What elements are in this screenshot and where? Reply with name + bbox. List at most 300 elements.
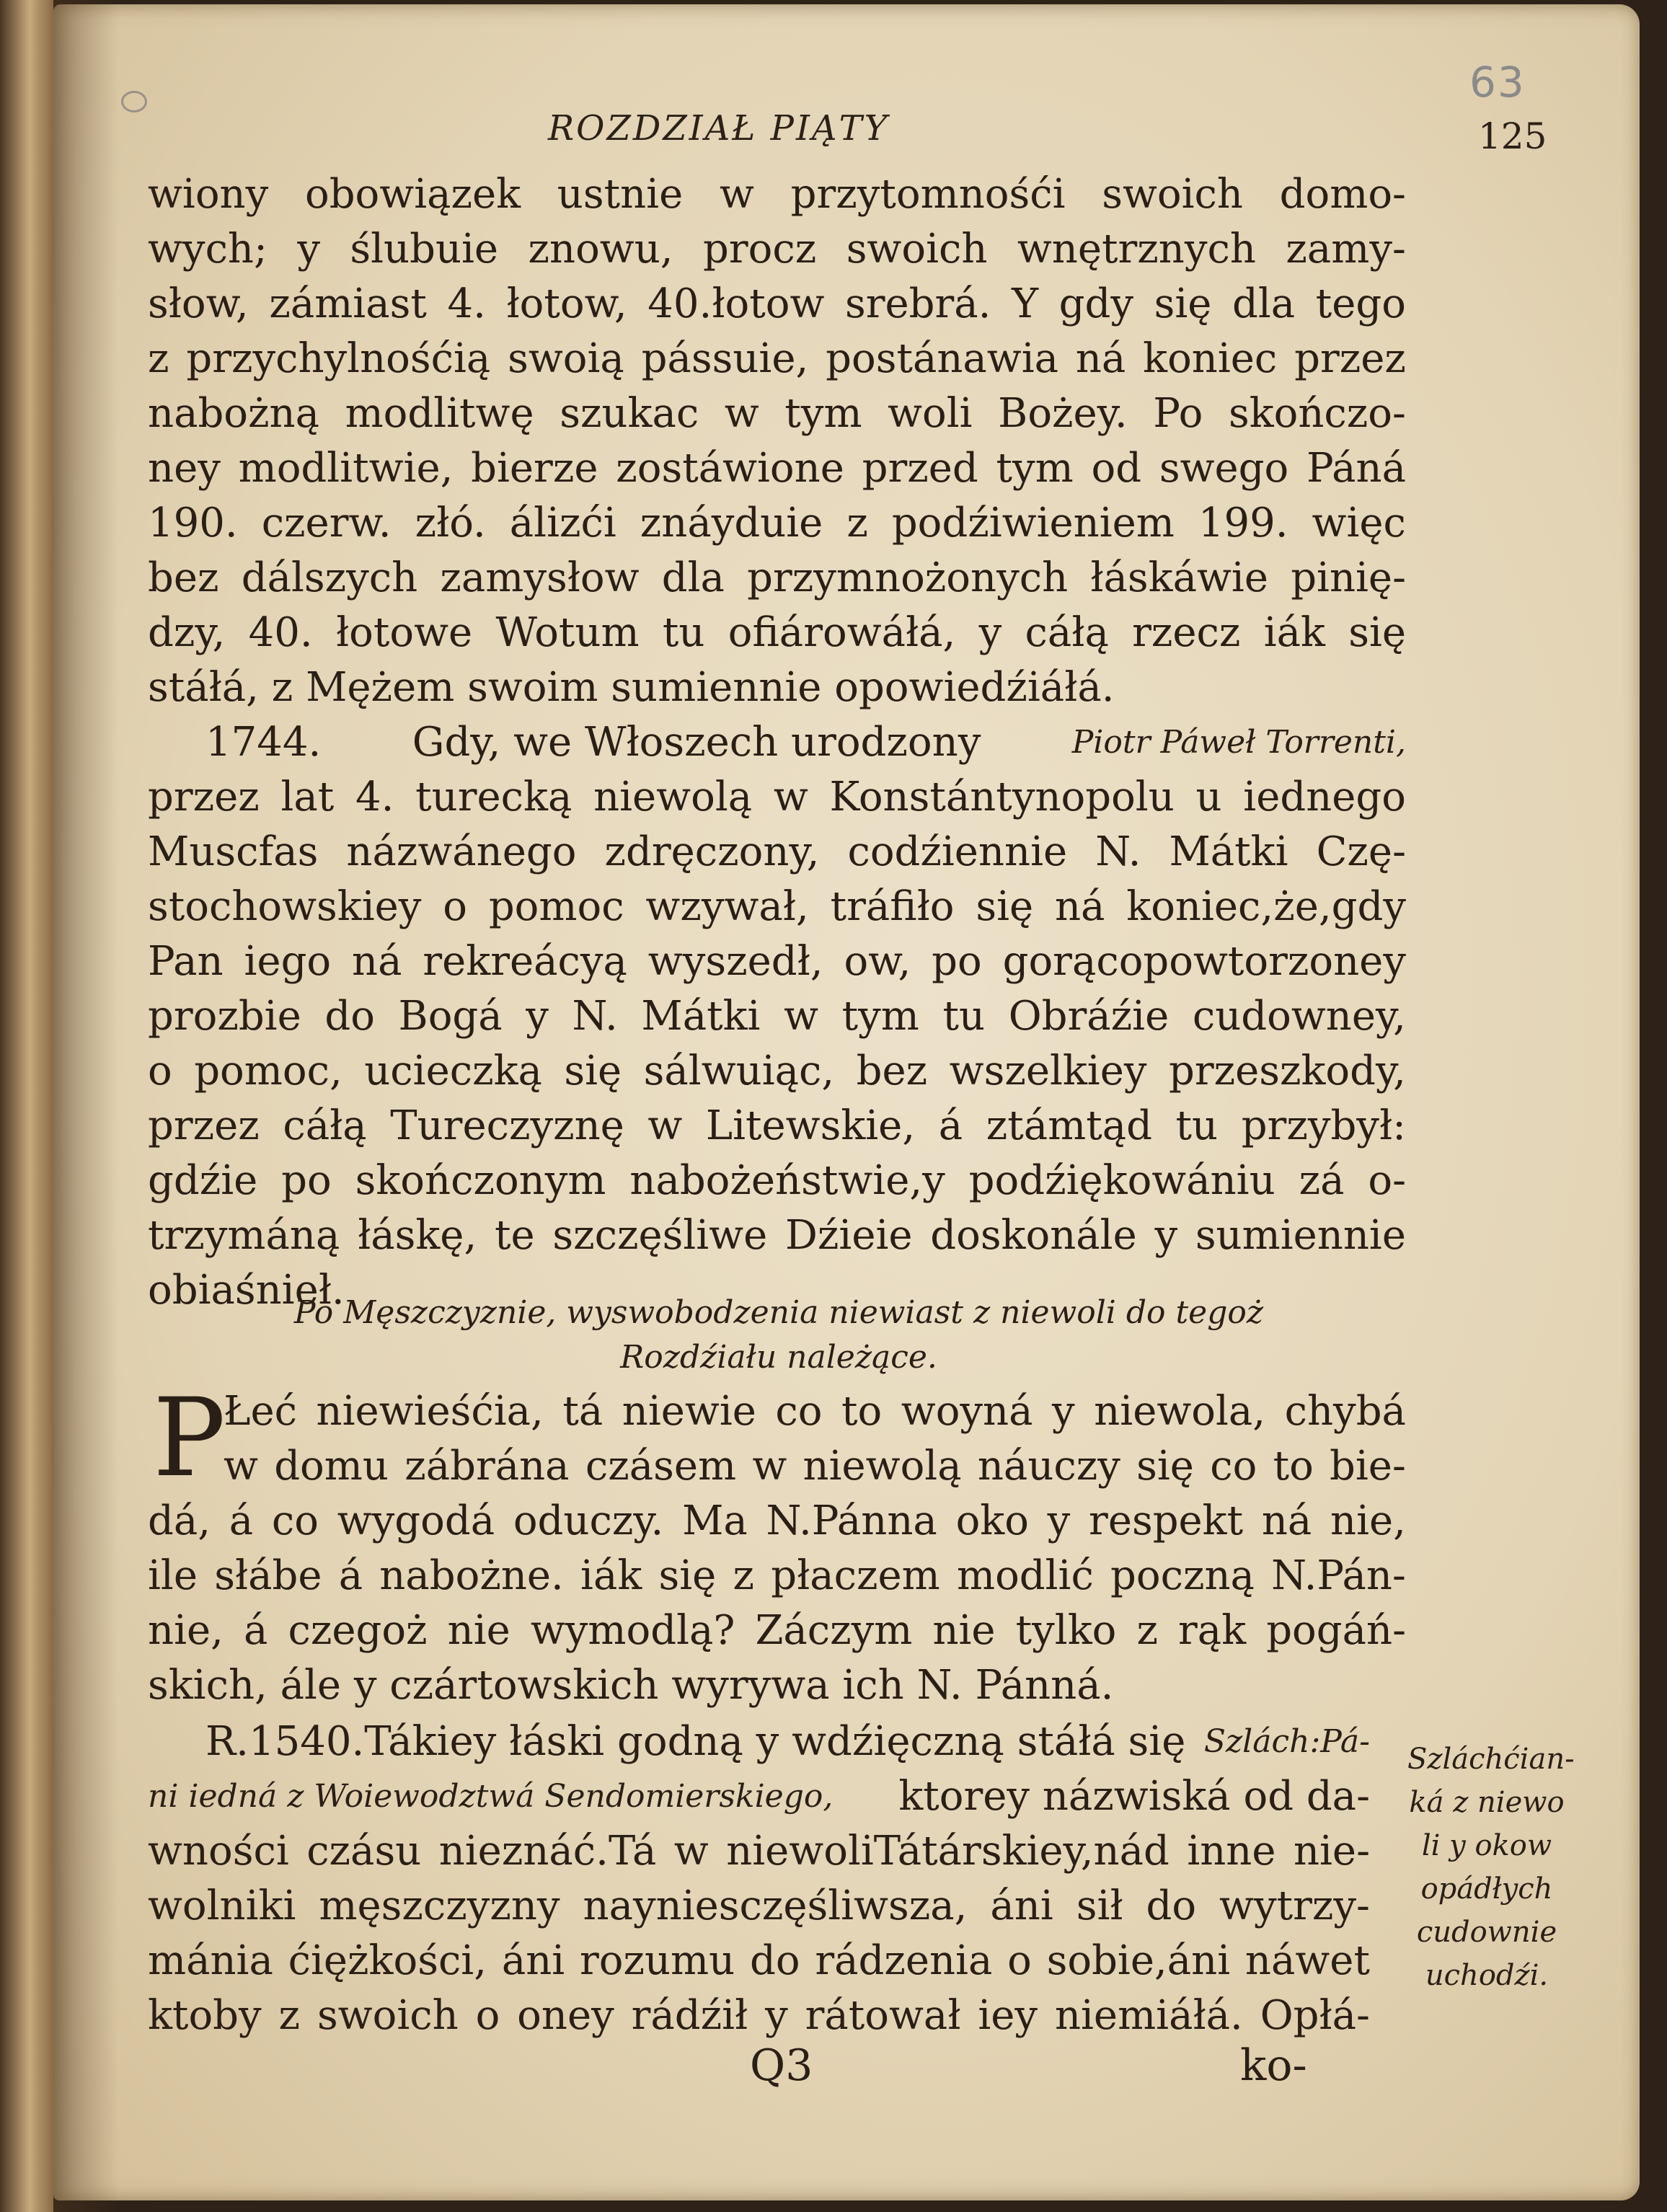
word: Opłá-: [1260, 1992, 1370, 2039]
word: y: [1052, 1388, 1075, 1435]
word: się: [658, 1552, 717, 1599]
word: Páná: [1306, 445, 1406, 492]
word: przez: [148, 774, 260, 820]
word: mánia: [148, 1937, 273, 1984]
word: ktoby: [148, 1992, 262, 2039]
word: niewoliTátárskiey,nád: [726, 1828, 1169, 1875]
word: tylko: [1015, 1607, 1117, 1654]
catchword: ko-: [1240, 2040, 1307, 2091]
word: Mátki: [1169, 828, 1288, 875]
word: ofiárowáłá,: [728, 609, 956, 656]
word: czegoż: [288, 1607, 428, 1654]
text-line: [148, 770, 1406, 825]
word: woyná: [901, 1388, 1033, 1435]
word: woli: [888, 390, 973, 437]
word: y: [1154, 1212, 1178, 1259]
word: z: [733, 1552, 755, 1599]
word: wszelkiey: [949, 1048, 1147, 1094]
word: szczęśliwe: [552, 1212, 768, 1259]
word: Pan: [148, 938, 224, 985]
word: wytrzy-: [1219, 1883, 1370, 1929]
margin-note: [1407, 1738, 1575, 1997]
word: nie: [932, 1607, 996, 1654]
word: przytomnośći: [790, 171, 1066, 218]
word: gdźie: [148, 1157, 258, 1204]
word: nabożeństwie,y: [629, 1157, 945, 1204]
text-line: [148, 1988, 1370, 2043]
text-line: [148, 606, 1406, 660]
word: przez: [148, 1102, 260, 1149]
word: się: [1136, 1443, 1194, 1490]
word: się: [564, 1048, 622, 1094]
word: przychylnośćią: [186, 335, 491, 382]
word: podźiękowániu: [968, 1157, 1275, 1204]
text-line: [148, 880, 1406, 934]
text-line: [148, 825, 1406, 880]
previous-page-edge: [0, 0, 53, 2212]
text-line: stáłá, z Mężem swoim sumiennie opowiedźiáłá.: [148, 664, 1115, 711]
word: bez: [148, 554, 219, 601]
word: Muscfas: [148, 828, 319, 875]
margin-note-line: uchodźi.: [1425, 1959, 1549, 1992]
word: swoią: [508, 335, 624, 382]
word: iák: [580, 1552, 642, 1599]
word: u: [1195, 774, 1222, 820]
text-line: [148, 1044, 1406, 1099]
pencil-circle-mark: [121, 91, 147, 112]
word: się: [1348, 609, 1406, 656]
text-line: 1744. Gdy, we Włoszech urodzony Piotr Páweł Torrenti,: [148, 715, 1406, 770]
word: bie-: [1330, 1443, 1406, 1490]
word: dzy,: [148, 609, 226, 656]
word: sił: [1076, 1883, 1123, 1929]
word: skończonym: [355, 1157, 606, 1204]
word: modlić: [956, 1552, 1094, 1599]
word: niewieśćia,: [316, 1388, 544, 1435]
word: názwánego: [346, 828, 577, 875]
margin-note-line: cudownie: [1416, 1916, 1557, 1949]
word: swego: [1159, 445, 1289, 492]
year-marker: 1744.: [205, 719, 322, 766]
word: po: [932, 938, 982, 985]
word: ná: [1054, 883, 1105, 930]
text-line: [148, 1494, 1406, 1549]
word: codźiennie: [847, 828, 1068, 875]
text-line: [148, 496, 1406, 551]
word: náwet: [1244, 1937, 1370, 1984]
word: znowu,: [528, 226, 673, 273]
word: ile: [148, 1552, 198, 1599]
word: łáskáwie: [1090, 554, 1268, 601]
word: Y: [1012, 280, 1039, 327]
word: á: [338, 1552, 363, 1599]
word: náuczy: [977, 1443, 1120, 1490]
word: podźiwieniem: [891, 500, 1175, 547]
section-heading-line: Rozdźiału należące.: [620, 1339, 937, 1376]
margin-note-line: li y okow: [1421, 1829, 1552, 1862]
word: o: [475, 1992, 500, 2039]
word: wolniki: [148, 1883, 296, 1929]
word: w: [719, 171, 754, 218]
word: swoich: [1102, 171, 1243, 218]
word: złó.: [415, 500, 486, 547]
text-line: [148, 1099, 1406, 1154]
drop-cap-letter: P: [153, 1376, 226, 1501]
paragraph-1: [148, 167, 1406, 715]
word: Bożey.: [998, 390, 1128, 437]
word: N.: [1095, 828, 1141, 875]
word: swoich: [846, 226, 988, 273]
word: ustnie: [557, 171, 684, 218]
word: dla: [1232, 280, 1296, 327]
word: y: [765, 1992, 788, 2039]
word: czerw.: [261, 500, 392, 547]
word: co: [1210, 1443, 1257, 1490]
word: skończo-: [1228, 390, 1406, 437]
word: tym: [784, 390, 862, 437]
word: w: [673, 1828, 709, 1875]
text-line: [148, 551, 1406, 606]
word: nabożną: [148, 390, 319, 437]
word: doskonále: [930, 1212, 1137, 1259]
word: się: [976, 883, 1034, 930]
word: srebrá.: [845, 280, 991, 327]
word: domo-: [1279, 171, 1406, 218]
word: Dźieie: [785, 1212, 913, 1259]
word: pomoc: [488, 883, 624, 930]
section-heading: [144, 1291, 1413, 1380]
word: przymnożonych: [747, 554, 1069, 601]
word: słábe: [214, 1552, 322, 1599]
word: sálwuiąc,: [643, 1048, 835, 1094]
word: wymodlą?: [530, 1607, 735, 1654]
word: 4.: [447, 280, 486, 327]
italic-phrase: ni iedná z Woiewodztwá Sendomierskiego,: [148, 1778, 834, 1815]
word: w: [773, 774, 808, 820]
text-line: [148, 934, 1406, 989]
word: oduczy.: [513, 1497, 664, 1544]
word: á: [938, 1102, 963, 1149]
word: 199.: [1198, 500, 1288, 547]
paragraph-4: [148, 1715, 1370, 2043]
page-number: 125: [1478, 115, 1547, 157]
word: po: [281, 1157, 332, 1204]
word: y: [1047, 1497, 1071, 1544]
word: ćiężkości,: [288, 1937, 487, 1984]
word: znáyduie: [640, 500, 823, 547]
word: cáłą: [1025, 609, 1109, 656]
paragraph-2: [148, 715, 1406, 1318]
word: N.: [572, 993, 618, 1040]
word: nie,: [148, 1607, 224, 1654]
word: co: [775, 1388, 823, 1435]
word: dálszych: [241, 554, 418, 601]
word: pinię-: [1291, 554, 1406, 601]
text-line: [148, 386, 1406, 441]
word: z: [148, 335, 169, 382]
word: łotow,: [506, 280, 627, 327]
word: postánawia: [826, 335, 1059, 382]
word: ná: [1261, 1497, 1312, 1544]
word: 190.: [148, 500, 238, 547]
text-line: [148, 1824, 1370, 1879]
word: tym: [841, 993, 919, 1040]
word: słow,: [148, 280, 249, 327]
word: rąk: [1178, 1607, 1247, 1654]
word: z: [846, 500, 868, 547]
word: niewolą: [593, 774, 753, 820]
word: áni: [990, 1883, 1053, 1929]
word: rzecz: [1132, 609, 1241, 656]
text-line: skich, ále y czártowskich wyrywa ich N. Pánná.: [148, 1662, 1114, 1709]
word: tu: [1175, 1102, 1219, 1149]
word: łáskę,: [358, 1212, 477, 1259]
word: wności: [148, 1828, 289, 1875]
word: zá: [1299, 1157, 1345, 1204]
word: y: [526, 993, 549, 1040]
word: bez: [856, 1048, 928, 1094]
word: pássuie,: [641, 335, 809, 382]
word: Mátki: [641, 993, 761, 1040]
text-line: [148, 1154, 1406, 1208]
word: Záczym: [755, 1607, 913, 1654]
word: wnętrznych: [1017, 226, 1256, 273]
text-line: [148, 332, 1406, 386]
word: niewolą: [802, 1443, 962, 1490]
word: tu: [662, 609, 705, 656]
word: gorącopowtorzoney: [1002, 938, 1406, 985]
text-line: [148, 1208, 1406, 1263]
word: o: [443, 883, 467, 930]
text-line: [148, 1384, 1406, 1439]
word: przed: [862, 445, 978, 492]
pencil-folio-number: 63: [1469, 58, 1526, 107]
word: nabożne.: [379, 1552, 564, 1599]
word: zábrána: [404, 1443, 570, 1490]
word: modlitwę: [345, 390, 534, 437]
word: przez: [1294, 335, 1406, 382]
word: rátował: [805, 1992, 961, 2039]
word: dla: [661, 554, 725, 601]
word: Ma: [682, 1497, 748, 1544]
word: tu: [942, 993, 986, 1040]
word: o: [148, 1048, 172, 1094]
word: oney: [517, 1992, 614, 2039]
word: więc: [1312, 500, 1406, 547]
word: ná: [1075, 335, 1126, 382]
word: dá,: [148, 1497, 211, 1544]
word: inne: [1187, 1828, 1276, 1875]
word: iey: [978, 1992, 1038, 2039]
word: cáłą: [283, 1102, 367, 1149]
text-line: [148, 989, 1406, 1044]
word: áni: [501, 1937, 565, 1984]
word: pomoc,: [194, 1048, 342, 1094]
word: 40.: [248, 609, 313, 656]
word: lat: [280, 774, 335, 820]
word: niewola,: [1094, 1388, 1266, 1435]
italic-phrase: Szlách:Pá-: [1203, 1723, 1370, 1760]
text-line: obiaśnieł.: [148, 1267, 345, 1314]
text-line: [148, 167, 1406, 222]
word: tráfiło: [830, 883, 955, 930]
word: Litewskie,: [705, 1102, 916, 1149]
word: bierze: [471, 445, 598, 492]
word: stochowskiey: [148, 883, 422, 930]
word: w: [784, 993, 819, 1040]
word: w: [647, 1102, 683, 1149]
text-line: [148, 441, 1406, 496]
word: co: [271, 1497, 319, 1544]
word: zamysłow: [440, 554, 640, 601]
text-line: [148, 222, 1406, 277]
word: nie,: [1330, 1497, 1406, 1544]
word: á: [229, 1497, 254, 1544]
text-line: [148, 1439, 1406, 1494]
word: N.Pánna: [766, 1497, 937, 1544]
word: Obráźie: [1008, 993, 1169, 1040]
word: respekt: [1089, 1497, 1244, 1544]
word: 4.: [355, 774, 394, 820]
word: chybá: [1284, 1388, 1406, 1435]
word: od: [1091, 445, 1142, 492]
word: czásu: [306, 1828, 422, 1875]
word: rádzenia: [815, 1937, 993, 1984]
word: swoich: [317, 1992, 459, 2039]
word: Wotum: [495, 609, 640, 656]
word: tego: [1315, 280, 1406, 327]
word: łotowe: [335, 609, 473, 656]
margin-note-line: ká z niewo: [1409, 1786, 1565, 1819]
word: álizći: [509, 500, 616, 547]
word: wzywał,: [645, 883, 809, 930]
text-line: [148, 1603, 1406, 1658]
word: rekreácyą: [423, 938, 627, 985]
word: nie-: [1293, 1828, 1370, 1875]
word: rádźił: [631, 1992, 748, 2039]
word: y: [297, 226, 320, 273]
word: przeszkody,: [1168, 1048, 1406, 1094]
word: tá: [562, 1388, 603, 1435]
word: czásem: [585, 1443, 737, 1490]
text-line: [148, 277, 1406, 332]
margin-note-line: opádłych: [1420, 1872, 1553, 1906]
word: zostáwione: [616, 445, 844, 492]
word: nie: [447, 1607, 510, 1654]
word: wygodá: [337, 1497, 495, 1544]
text-line: ni iedná z Woiewodztwá Sendomierskiego, ktorey názwiská od da-: [148, 1769, 1370, 1824]
word: gdy: [1058, 280, 1133, 327]
word: ztámtąd: [986, 1102, 1152, 1149]
word: ney: [148, 445, 221, 492]
word: zdręczony,: [604, 828, 820, 875]
section-heading-line: Po Męszczyznie, wyswobodzenia niewiast z niewoli do tegoż: [293, 1294, 1264, 1331]
word: turecką: [415, 774, 572, 820]
word: wych;: [148, 226, 267, 273]
word: obowiązek: [304, 171, 521, 218]
word: o-: [1368, 1157, 1406, 1204]
word: przybył:: [1241, 1102, 1406, 1149]
word: modlitwie,: [238, 445, 454, 492]
word: to: [841, 1388, 883, 1435]
word: niewie: [622, 1388, 756, 1435]
word: iák: [1263, 609, 1325, 656]
word: Po: [1153, 390, 1203, 437]
word: w: [224, 1443, 258, 1490]
word: á: [244, 1607, 268, 1654]
word: nieznáć.Tá: [438, 1828, 657, 1875]
word: sobie,áni: [1046, 1937, 1231, 1984]
word: Konstántynopolu: [829, 774, 1175, 820]
word: ucieczką: [364, 1048, 542, 1094]
word: procz: [703, 226, 817, 273]
word: niemiáłá.: [1054, 1992, 1243, 2039]
word: męszczyzny: [319, 1883, 560, 1929]
text-line: [148, 1879, 1370, 1934]
word: rozumu: [579, 1937, 735, 1984]
word: 40.łotow: [647, 280, 825, 327]
text-line: R.1540.Tákiey łáski godną y wdźięczną stáłá się Szlách:Pá-: [148, 1715, 1370, 1769]
word: ślubuie: [350, 226, 499, 273]
word: Tureczyznę: [390, 1102, 624, 1149]
word: do: [324, 993, 375, 1040]
word: szukac: [560, 390, 699, 437]
word: do: [749, 1937, 800, 1984]
word: iego: [244, 938, 332, 985]
word: z: [278, 1992, 301, 2039]
word: o: [1007, 1937, 1032, 1984]
word: iednego: [1243, 774, 1406, 820]
word: pogáń-: [1266, 1607, 1406, 1654]
word: się: [1154, 280, 1212, 327]
word: Czę-: [1316, 828, 1406, 875]
word: cudowney,: [1192, 993, 1406, 1040]
word: ná: [352, 938, 402, 985]
word: wiony: [148, 171, 269, 218]
text-line: [148, 1549, 1406, 1603]
person-name: Piotr Páweł Torrenti,: [1071, 724, 1406, 761]
word: prozbie: [148, 993, 301, 1040]
word: Bogá: [398, 993, 503, 1040]
word: z: [1136, 1607, 1158, 1654]
word: poczną: [1110, 1552, 1255, 1599]
word: koniec,że,gdy: [1126, 883, 1406, 930]
word: koniec: [1143, 335, 1278, 382]
page-gutter-shadow: [53, 0, 118, 2212]
word: oko: [955, 1497, 1029, 1544]
word: do: [1146, 1883, 1197, 1929]
word: zámiast: [269, 280, 427, 327]
word: wyszedł,: [647, 938, 823, 985]
word: w: [724, 390, 759, 437]
word: te: [494, 1212, 535, 1259]
word: trzymáną: [148, 1212, 340, 1259]
word: domu: [274, 1443, 389, 1490]
margin-note-line: Szláchćian-: [1407, 1743, 1575, 1776]
word: N.Pán-: [1271, 1552, 1406, 1599]
word: płaczem: [771, 1552, 940, 1599]
word: to: [1273, 1443, 1314, 1490]
word: tym: [996, 445, 1074, 492]
word: ow,: [844, 938, 911, 985]
text-line: [148, 1934, 1370, 1988]
word: nayniesczęśliwsza,: [583, 1883, 968, 1929]
paragraph-3: [148, 1376, 1406, 1713]
word: w: [752, 1443, 787, 1490]
word: zamy-: [1286, 226, 1406, 273]
signature-mark: Q3: [750, 2040, 813, 2091]
word: sumiennie: [1195, 1212, 1406, 1259]
